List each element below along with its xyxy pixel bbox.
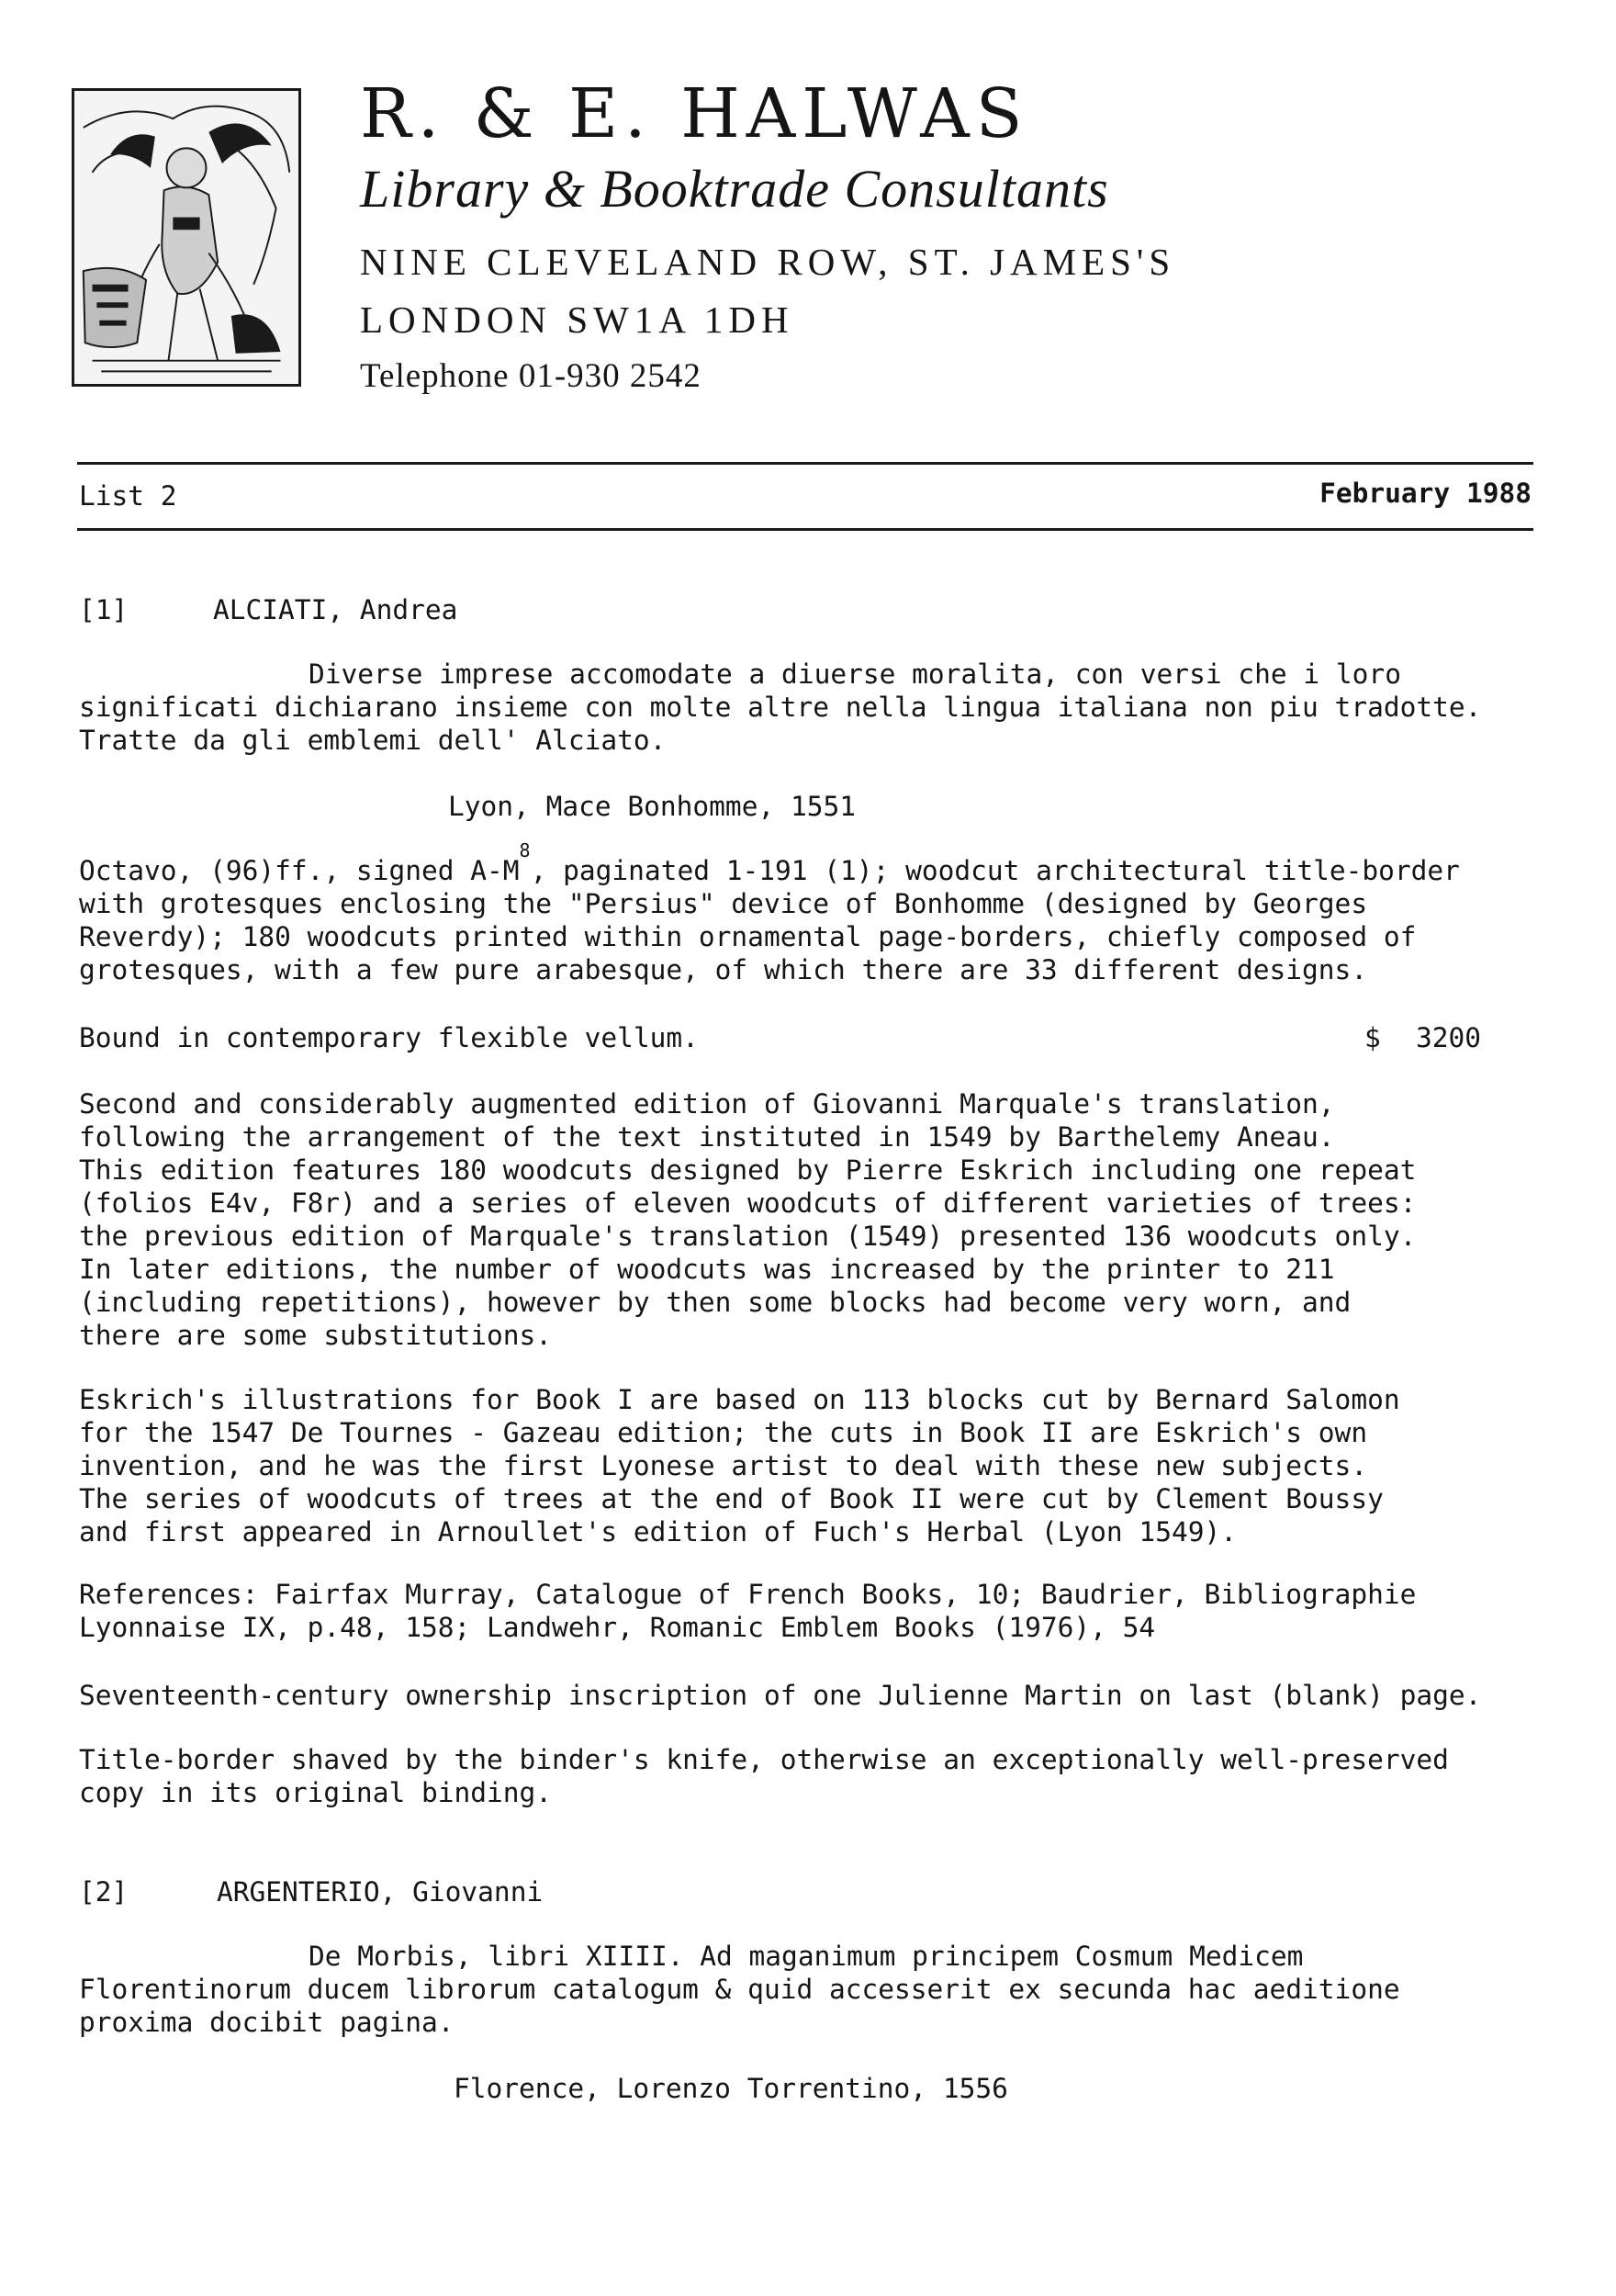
title-line: Tratte da gli emblemi dell' Alciato. (79, 725, 667, 756)
note-line: there are some substitutions. (79, 1320, 553, 1351)
entry-1-note-illustrations (79, 1383, 1400, 1548)
title-line: proxima docibit pagina. (79, 2007, 454, 2038)
note-line: Eskrich's illustrations for Book I are based on 113 blocks cut by Bernard Salomon (79, 1384, 1400, 1415)
title-line: significati dichiarano insieme con molte altre nella lingua italiana non piu tradotte. (79, 692, 1482, 723)
note-line: (folios E4v, F8r) and a series of eleven woodcuts of different varieties of trees: (79, 1187, 1417, 1219)
entry-1-note-edition (79, 1087, 1416, 1352)
entry-2-imprint: Florence, Lorenzo Torrentino, 1556 (454, 2073, 1008, 2104)
entry-1-price-symbol: $ (1364, 1022, 1381, 1053)
collation-line: Reverdy); 180 woodcuts printed within ornamental page-borders, chiefly composed of (79, 921, 1417, 952)
entry-1-price: 3200 (1416, 1022, 1482, 1053)
entry-1-imprint: Lyon, Mace Bonhomme, 1551 (448, 791, 857, 822)
entry-1-condition (79, 1743, 1449, 1809)
reference-line: References: Fairfax Murray, Catalogue of French Books, 10; Baudrier, Bibliographie (79, 1579, 1417, 1610)
header-rule-top (77, 462, 1533, 465)
note-line: the previous edition of Marquale's translation (1549) presented 136 woodcuts only. (79, 1221, 1417, 1252)
note-line: (including repetitions), however by then some blocks had become very worn, and (79, 1287, 1352, 1318)
collation-line: grotesques, with a few pure arabesque, of which there are 33 different designs. (79, 954, 1368, 985)
condition-line: Title-border shaved by the binder's knife, otherwise an exceptionally well-preserved (79, 1744, 1449, 1775)
condition-line: copy in its original binding. (79, 1777, 553, 1808)
note-line: invention, and he was the first Lyonese artist to deal with these new subjects. (79, 1450, 1368, 1481)
firm-subtitle: Library & Booktrade Consultants (360, 159, 1109, 219)
firm-name: R. & E. HALWAS (360, 74, 1029, 153)
entry-1-title (79, 658, 1481, 757)
entry-1-references (79, 1578, 1416, 1644)
note-line: In later editions, the number of woodcuts was increased by the printer to 211 (79, 1254, 1335, 1285)
entry-2-title (79, 1940, 1400, 2039)
note-line: Second and considerably augmented edition of Giovanni Marquale's translation, (79, 1088, 1335, 1120)
header-rule-bottom (77, 528, 1533, 531)
cherub-emblem-icon (74, 91, 298, 384)
note-line: and first appeared in Arnoullet's edition of Fuch's Herbal (Lyon 1549). (79, 1516, 1237, 1548)
title-line: De Morbis, libri XIIII. Ad maganimum principem Cosmum Medicem (309, 1941, 1304, 1972)
telephone: Telephone 01-930 2542 (360, 357, 701, 395)
title-line: Diverse imprese accomodate a diuerse moralita, con versi che i loro (309, 658, 1401, 690)
address-line-1: NINE CLEVELAND ROW, ST. JAMES'S (360, 241, 1176, 283)
title-line: Florentinorum ducem librorum catalogum & quid accesserit ex secunda hac aeditione (79, 1974, 1400, 2005)
reference-line: Lyonnaise IX, p.48, 158; Landwehr, Romanic Emblem Books (1976), 54 (79, 1612, 1156, 1643)
collation-line: Octavo, (96)ff., signed $A-M^8$, paginated 1-191 (1); woodcut architectural title-border (79, 839, 1460, 886)
list-label: List 2 (79, 480, 177, 512)
note-line: This edition features 180 woodcuts designed by Pierre Eskrich including one repeat (79, 1154, 1417, 1186)
collation-line: with grotesques enclosing the "Persius" device of Bonhomme (designed by Georges (79, 888, 1368, 919)
list-date: February 1988 (1319, 478, 1532, 509)
note-line: for the 1547 De Tournes - Gazeau edition; the cuts in Book II are Eskrich's own (79, 1417, 1368, 1448)
cherub-woodcut-logo (72, 88, 301, 387)
note-line: The series of woodcuts of trees at the end of Book II were cut by Clement Boussy (79, 1483, 1384, 1514)
note-line: following the arrangement of the text instituted in 1549 by Barthelemy Aneau. (79, 1121, 1335, 1153)
entry-1-author: ALCIATI, Andrea (213, 594, 458, 625)
entry-1-binding: Bound in contemporary flexible vellum. (79, 1022, 699, 1053)
entry-1-collation (79, 839, 1460, 986)
entry-1-number: [1] (79, 594, 129, 625)
entry-2-author: ARGENTERIO, Giovanni (217, 1876, 544, 1908)
entry-2-number: [2] (79, 1876, 129, 1908)
address-line-2: LONDON SW1A 1DH (360, 298, 794, 341)
entry-1-provenance: Seventeenth-century ownership inscription of one Julienne Martin on last (blank) page. (79, 1680, 1482, 1711)
